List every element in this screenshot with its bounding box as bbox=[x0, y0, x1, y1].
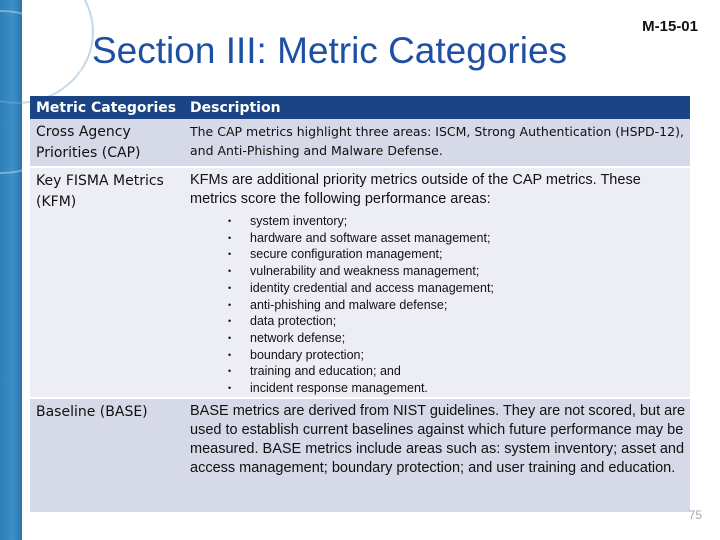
description-cap: The CAP metrics highlight three areas: ISCM, Strong Authentication (HSPD-12), and Anti-Phishing and Malware Defense. bbox=[190, 124, 684, 158]
bullet-icon: • bbox=[228, 316, 232, 327]
list-item: • identity credential and access management; bbox=[228, 280, 494, 295]
list-item: • vulnerability and weakness management; bbox=[228, 264, 480, 279]
table-header-row bbox=[30, 96, 690, 119]
list-item: • incident response management. bbox=[228, 381, 428, 396]
table-row bbox=[30, 167, 690, 398]
list-item: • boundary protection; bbox=[228, 347, 364, 362]
page-number: 75 bbox=[688, 508, 702, 522]
list-item: • training and education; and bbox=[228, 364, 401, 379]
metric-categories-table bbox=[30, 96, 690, 514]
bullet-icon: • bbox=[228, 349, 232, 360]
bullet-icon: • bbox=[228, 266, 232, 277]
description-kfm: KFMs are additional priority metrics outside of the CAP metrics. These metrics score the following performance areas: bbox=[190, 172, 641, 207]
bullet-icon: • bbox=[228, 249, 232, 260]
header-description: Description bbox=[184, 96, 690, 119]
list-item: • data protection; bbox=[228, 314, 337, 329]
bullet-icon: • bbox=[228, 299, 232, 310]
performance-areas-list bbox=[190, 213, 686, 397]
category-base: Baseline (BASE) bbox=[30, 398, 184, 513]
table-row bbox=[30, 398, 690, 513]
category-kfm: Key FISMA Metrics (KFM) bbox=[30, 167, 184, 398]
list-item: • hardware and software asset management; bbox=[228, 230, 491, 245]
document-id: M-15-01 bbox=[642, 18, 698, 35]
bullet-icon: • bbox=[228, 216, 232, 226]
description-base: BASE metrics are derived from NIST guidelines. They are not scored, but are used to establish current baselines against which future performance may be measured. BASE metrics include areas such as: system inventory; asset and access management; boundary protection; and user training and education. bbox=[190, 402, 686, 476]
list-item: • network defense; bbox=[228, 330, 346, 345]
list-item: • anti-phishing and malware defense; bbox=[228, 297, 448, 312]
header-metric-categories: Metric Categories bbox=[30, 96, 184, 119]
category-cap: Cross Agency Priorities (CAP) bbox=[30, 119, 184, 167]
bullet-icon: • bbox=[228, 383, 232, 394]
table-row bbox=[30, 119, 690, 167]
bullet-icon: • bbox=[228, 282, 232, 293]
list-item: • secure configuration management; bbox=[228, 247, 443, 262]
bullet-icon: • bbox=[228, 232, 232, 243]
list-item: • system inventory; bbox=[228, 214, 348, 228]
slide-title: Section III: Metric Categories bbox=[92, 30, 568, 71]
bullet-icon: • bbox=[228, 366, 232, 377]
bullet-icon: • bbox=[228, 332, 232, 343]
